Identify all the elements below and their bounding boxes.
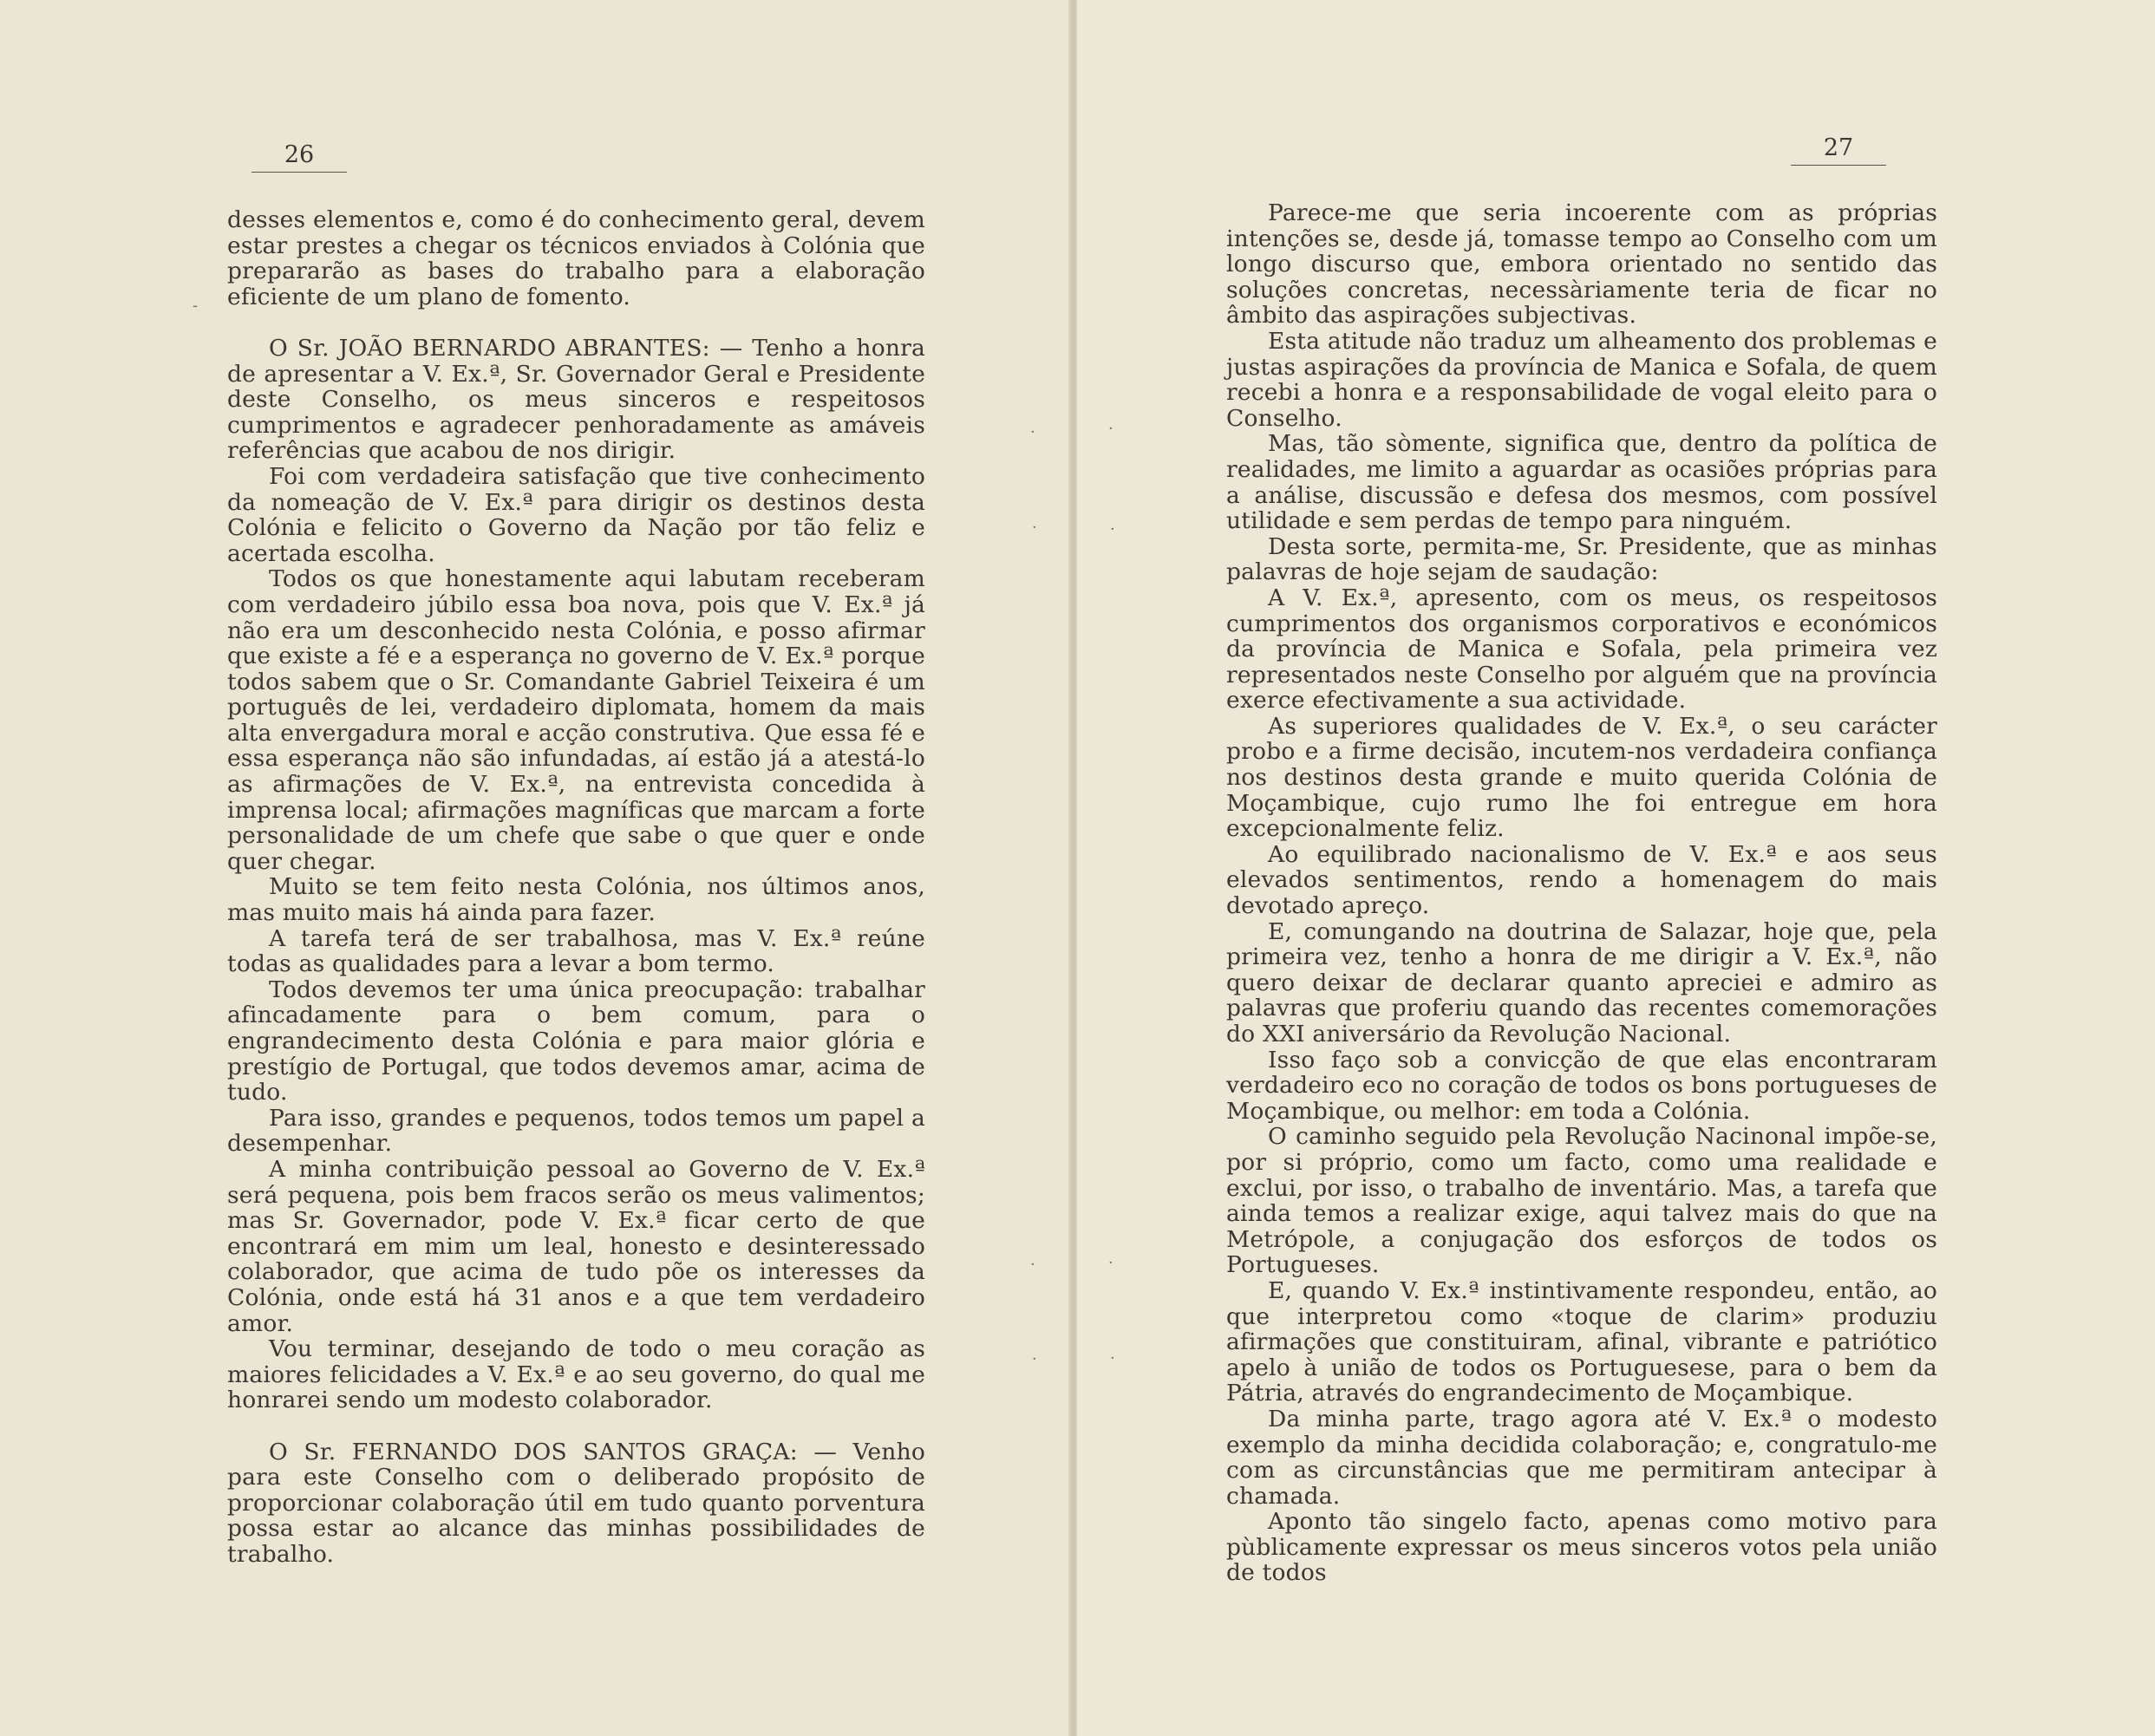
page-number-right: 27 [1791,134,1886,166]
paragraph: Muito se tem feito nesta Colónia, nos últimos anos, mas muito mais há ainda para fazer. [227,873,925,927]
binding-hole-mark: · [1108,1254,1113,1272]
paragraph: Foi com verdadeira satisfação que tive conhecimento da nomeação de V. Ex.ª para dirigir os destinos desta Colónia e felicito o Governo da Nação por tão feliz e acertada escolha. [227,462,925,567]
left-page [0,0,1074,1736]
right-page [1077,0,2155,1736]
paragraph: Parece-me que seria incoerente com as próprias intenções se, desde já, tomasse tempo ao Conselho com um longo discurso que, embora orientado no sentido das soluções concretas, necessàriamente teria de ficar no âmbito das aspirações subjectivas. [1226,199,1937,330]
binding-hole-mark: · [1110,520,1115,538]
binding-hole-mark: · [1030,423,1035,441]
paragraph: A V. Ex.ª, apresento, com os meus, os respeitosos cumprimentos dos organismos corporativos e económicos da província de Manica e Sofala, pela primeira vez representados neste Conselho por alguém que na província exerce efectivamente a sua actividade. [1226,584,1937,715]
right-page-body [1226,200,1937,1586]
paragraph: As superiores qualidades de V. Ex.ª, o seu carácter probo e a firme decisão, incutem-nos verdadeira confiança nos destinos desta grande e muito querida Colónia de Moçambique, cujo rumo lhe foi entregue em hora excepcionalmente feliz. [1226,712,1937,843]
paragraph: E, comungando na doutrina de Salazar, hoje que, pela primeira vez, tenho a honra de me dirigir a V. Ex.ª, não quero deixar de declarar quanto apreciei e admiro as palavras que proferiu quando das recentes comemorações do XXI aniversário da Revolução Nacional. [1226,917,1937,1047]
binding-hole-mark: · [1032,1350,1037,1368]
page-number-left: 26 [251,141,347,173]
paragraph: O Sr. FERNANDO DOS SANTOS GRAÇA: — Venho para este Conselho com o deliberado propósito de proporcionar colaboração útil em tudo quanto porventura possa estar ao alcance das minhas possibilidades de trabalho. [227,1438,925,1568]
paragraph: A tarefa terá de ser trabalhosa, mas V. Ex.ª reúne todas as qualidades para a levar a bom termo. [227,924,925,978]
margin-mark: - [193,297,199,315]
paragraph: Todos os que honestamente aqui labutam receberam com verdadeiro júbilo essa boa nova, pois que V. Ex.ª já não era um desconhecido nesta Colónia, e posso afirmar que existe a fé e a esperança no governo de V. Ex.ª porque todos sabem que o Sr. Comandante Gabriel Teixeira é um português de lei, verdadeiro diplomata, homem da mais alta envergadura moral e acção construtiva. Que essa fé e essa esperança não são infundadas, aí estão já a atestá-lo as afirmações de V. Ex.ª, na entrevista concedida à imprensa local; afirmações magníficas que marcam a forte personalidade de um chefe que sabe o que quer e onde quer chegar. [227,565,925,875]
binding-hole-mark: · [1110,1349,1115,1367]
paragraph: O Sr. JOÃO BERNARDO ABRANTES: — Tenho a honra de apresentar a V. Ex.ª, Sr. Governador Geral e Presidente deste Conselho, os meus sinceros e respeitosos cumprimentos e agradecer penhoradamente as amáveis referências que acabou de nos dirigir. [227,334,925,465]
binding-hole-mark: · [1030,1256,1035,1274]
binding-hole-mark: · [1108,420,1113,438]
paragraph: Mas, tão sòmente, significa que, dentro da política de realidades, me limito a aguardar as ocasiões próprias para a análise, discussão e defesa dos mesmos, com possível utilidade e sem perdas de tempo para ninguém. [1226,430,1937,535]
paragraph: Ao equilibrado nacionalismo de V. Ex.ª e aos seus elevados sentimentos, rendo a homenagem do mais devotado apreço. [1226,840,1937,920]
paragraph: O caminho seguido pela Revolução Nacinonal impõe-se, por si próprio, como um facto, como uma realidade e exclui, por isso, o trabalho de inventário. Mas, a tarefa que ainda temos a realizar exige, aqui talvez mais do que na Metrópole, a conjugação dos esforços de todos os Portugueses. [1226,1123,1937,1279]
paragraph: E, quando V. Ex.ª instintivamente respondeu, então, ao que interpretou como «toque de clarim» produziu afirmações que constituiram, afinal, vibrante e patriótico apelo à união de todos os Portuguesese, para o bem da Pátria, através do engrandecimento de Moçambique. [1226,1276,1937,1407]
paragraph: Da minha parte, trago agora até V. Ex.ª o modesto exemplo da minha decidida colaboração; e, congratulo-me com as circunstâncias que me permitiram antecipar à chamada. [1226,1405,1937,1510]
paragraph: Todos devemos ter uma única preocupação: trabalhar afincadamente para o bem comum, para o engrandecimento desta Colónia e para maior glória e prestígio de Portugal, que todos devemos amar, acima de tudo. [227,976,925,1106]
left-page-body [227,207,925,1567]
paragraph: Vou terminar, desejando de todo o meu coração as maiores felicidades a V. Ex.ª e ao seu governo, do qual me honrarei sendo um modesto colaborador. [227,1335,925,1414]
paragraph: Desta sorte, permita-me, Sr. Presidente, que as minhas palavras de hoje sejam de saudação: [1226,532,1937,586]
paragraph: Aponto tão singelo facto, apenas como motivo para pùblicamente expressar os meus sinceros votos pela união de todos [1226,1508,1937,1587]
binding-hole-mark: · [1032,519,1037,537]
paragraph: Para isso, grandes e pequenos, todos temos um papel a desempenhar. [227,1104,925,1158]
paragraph: desses elementos e, como é do conhecimento geral, devem estar prestes a chegar os técnicos enviados à Colónia que prepararão as bases do trabalho para a elaboração eficiente de um plano de fomento. [227,206,925,310]
paragraph: A minha contribuição pessoal ao Governo de V. Ex.ª será pequena, pois bem fracos serão os meus valimentos; mas Sr. Governador, pode V. Ex.ª ficar certo de que encontrará em mim um leal, honesto e desinteressado colaborador, que acima de tudo põe os interesses da Colónia, onde está há 31 anos e a que tem verdadeiro amor. [227,1155,925,1337]
paragraph: Isso faço sob a convicção de que elas encontraram verdadeiro eco no coração de todos os bons portugueses de Moçambique, ou melhor: em toda a Colónia. [1226,1046,1937,1125]
paragraph: Esta atitude não traduz um alheamento dos problemas e justas aspirações da província de Manica e Sofala, de quem recebi a honra e a responsabilidade de vogal eleito para o Conselho. [1226,327,1937,432]
